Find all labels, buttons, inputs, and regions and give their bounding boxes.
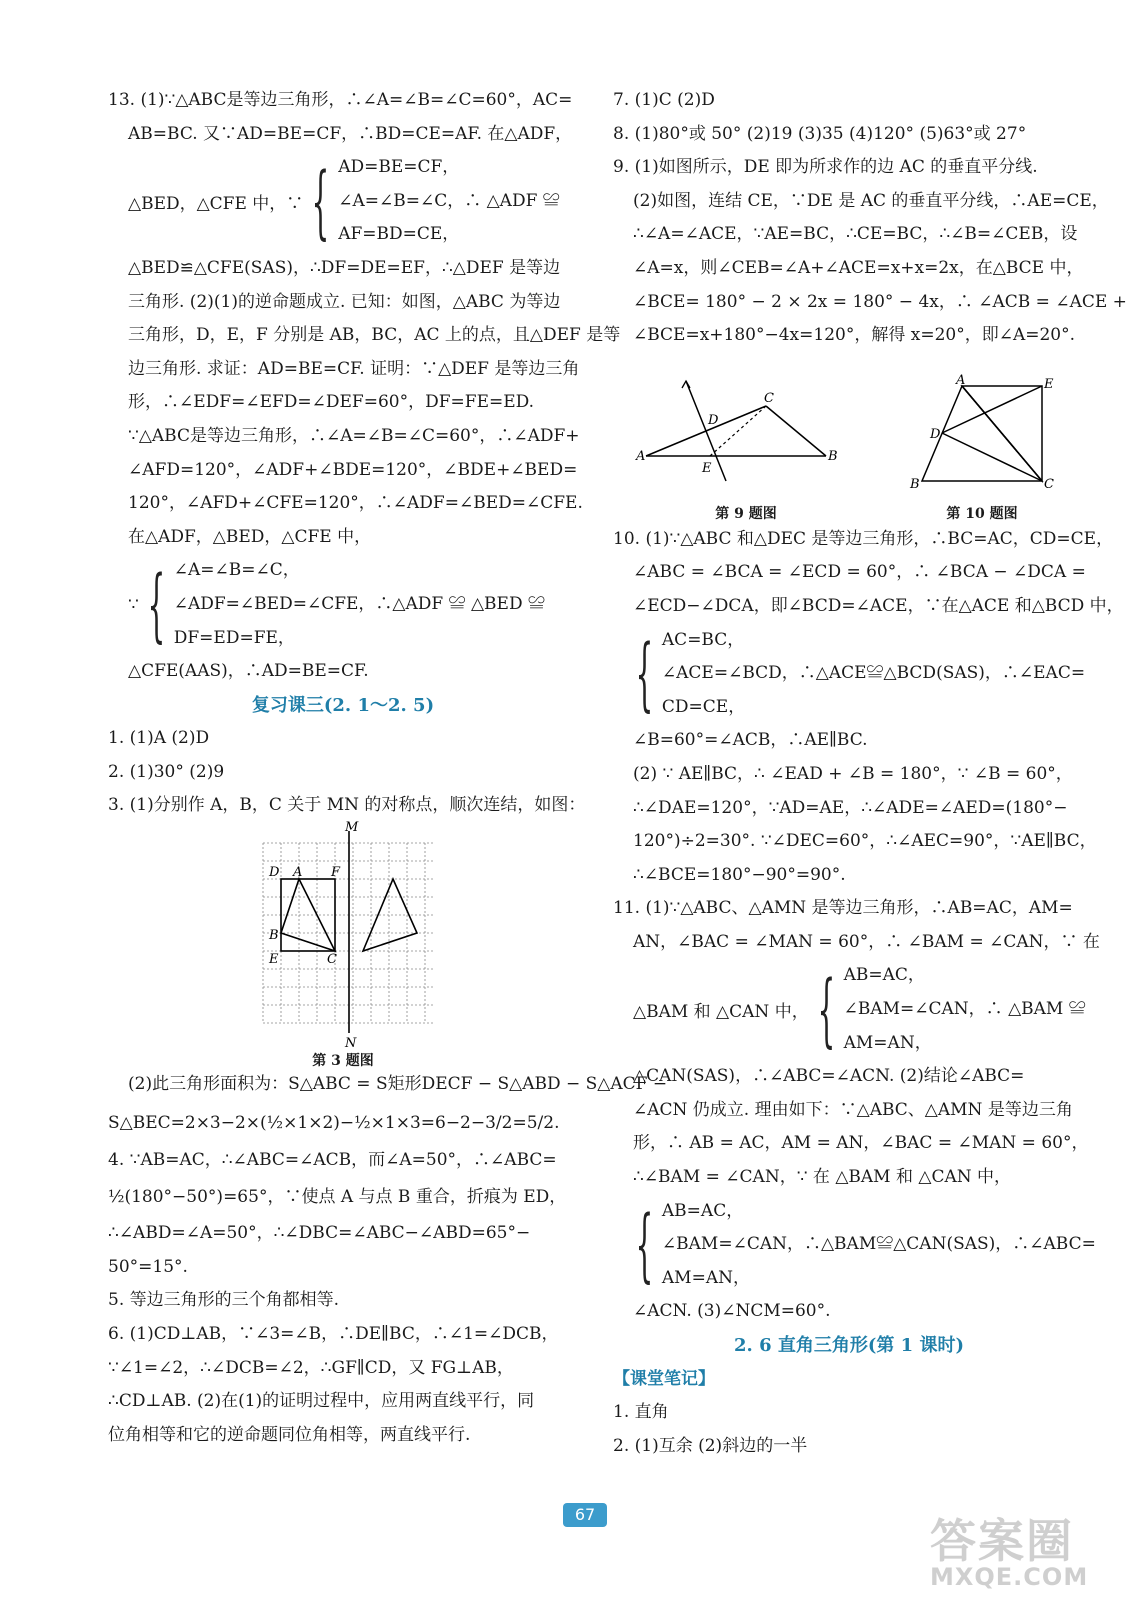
watermark-bottom: MXQE.COM [930, 1563, 1089, 1591]
q4-line: ∴∠ABD=∠A=50°，∴∠DBC=∠ABC−∠ABD=65°− [108, 1223, 531, 1244]
watermark-logo [930, 1505, 1100, 1595]
label-A: A [636, 448, 646, 464]
q10-line: ∴∠BCE=180°−90°=90°. [633, 864, 846, 885]
q11-system-2 [613, 1195, 1096, 1296]
label-C: C [764, 390, 774, 406]
brace-symbol: { [147, 557, 166, 651]
label-D: D [269, 865, 280, 881]
label-D: D [930, 426, 941, 442]
answer-q1: 1. (1)A (2)D [108, 728, 210, 749]
q13-brace2-pre: ∵ [128, 594, 139, 615]
q3-part2: (2)此三角形面积为：S△ABC = S矩形DECF − S△ABD − S△ACF − [128, 1074, 668, 1095]
q4-line: 4. ∵AB=AC，∴∠ABC=∠ACB，而∠A=50°，∴∠ABC= [108, 1149, 557, 1170]
q11-brace2-line: AB=AC， [661, 1200, 744, 1221]
q11-brace2-line: AM=AN， [661, 1267, 750, 1288]
q6-line: 位角相等和它的逆命题同位角相等，两直线平行. [108, 1424, 471, 1445]
q13-line: AB=BC. 又∵AD=BE=CF，∴BD=CE=AF. 在△ADF， [128, 123, 573, 144]
q13-end: △CFE(AAS)，∴AD=BE=CF. [128, 661, 369, 682]
q11-line: 11. (1)∵△ABC、△AMN 是等边三角形，∴AB=AC，AM= [613, 898, 1073, 919]
q11-line: AN，∠BAC = ∠MAN = 60°，∴ ∠BAM = ∠CAN，∵ 在 [633, 931, 1100, 952]
q11-brace-line: ∠BAM=∠CAN，∴ △BAM ≌ [843, 999, 1086, 1020]
q11-system [613, 959, 1085, 1060]
notes-tag: 【课堂笔记】 [613, 1368, 715, 1389]
label-M: M [345, 820, 359, 836]
q13-line: 边三角形. 求证：AD=BE=CF. 证明：∵△DEF 是等边三角 [128, 358, 580, 379]
watermark-top: 答案圈 [930, 1514, 1074, 1568]
brace-symbol: { [635, 1198, 654, 1292]
q13-line: 形，∴∠EDF=∠EFD=∠DEF=60°，DF=FE=ED. [128, 392, 535, 413]
label-D: D [708, 412, 719, 428]
q13-line: ∵△ABC是等边三角形，∴∠A=∠B=∠C=60°，∴∠ADF+ [128, 425, 580, 446]
q10-brace-line: AC=BC， [661, 629, 745, 650]
label-N: N [345, 1036, 357, 1052]
q10-line: ∠B=60°=∠ACB，∴AE∥BC. [633, 730, 868, 751]
q13-line: 三角形. (2)(1)的逆命题成立. 已知：如图，△ABC 为等边 [128, 291, 561, 312]
answer-q7: 7. (1)C (2)D [613, 90, 715, 110]
q13-brace-pre: △BED，△CFE 中，∵ [128, 194, 304, 215]
q13-brace-line: AD=BE=CF， [338, 157, 460, 178]
q9-line: ∠BCE= 180° − 2 × 2x = 180° − 4x，∴ ∠ACB = ∠ACE + [633, 291, 1127, 312]
figure-9-caption: 第 9 题图 [715, 505, 777, 522]
q13-brace2-line: ∠ADF=∠BED=∠CFE，∴△ADF ≌ △BED ≌ [173, 593, 545, 614]
q10-line: (2) ∵ AE∥BC，∴ ∠EAD + ∠B = 180°，∵ ∠B = 60°， [633, 763, 1073, 784]
q13-brace2-line: ∠A=∠B=∠C， [173, 560, 300, 581]
answer-q5: 5. 等边三角形的三个角都相等. [108, 1290, 340, 1311]
q13-system [108, 151, 578, 252]
q9-line: 9. (1)如图所示，DE 即为所求作的边 AC 的垂直平分线. [613, 157, 1038, 178]
q3-part2: S△BEC=2×3−2×(½×1×2)−½×1×3=6−2−3/2=5/2. [108, 1112, 560, 1133]
q10-brace-line: ∠ACE=∠BCD，∴△ACE≌△BCD(SAS)，∴∠EAC= [661, 663, 1086, 684]
q13-brace-line: AF=BD=CE， [338, 224, 460, 245]
q10-brace-line: CD=CE， [661, 696, 746, 717]
q9-line: ∴∠A=∠ACE，∵AE=BC，∴CE=BC，∴∠B=∠CEB，设 [633, 224, 1078, 245]
label-A: A [293, 865, 303, 881]
answer-q2: 2. (1)30° (2)9 [108, 761, 225, 782]
q11-line: ∠ACN 仍成立. 理由如下：∵△ABC、△AMN 是等边三角 [633, 1099, 1073, 1120]
brace-symbol: { [635, 626, 654, 720]
label-C: C [327, 952, 337, 968]
label-C: C [1044, 476, 1054, 492]
brace-symbol: { [311, 154, 330, 248]
figure-3-grid [243, 820, 443, 1052]
q9-line: ∠A=x，则∠CEB=∠A+∠ACE=x+x=2x，在△BCE 中， [633, 257, 1084, 278]
q11-line: ∴∠BAM = ∠CAN，∵ 在 △BAM 和 △CAN 中， [633, 1167, 1012, 1188]
section-heading: 2. 6 直角三角形(第 1 课时) [734, 1335, 964, 1356]
q10-line: ∠ABC = ∠BCA = ∠ECD = 60°，∴ ∠BCA − ∠DCA = [633, 562, 1086, 583]
q13-line: 在△ADF，△BED，△CFE 中， [128, 526, 372, 547]
q13-brace2-line: DF=ED=FE， [173, 627, 295, 648]
q11-brace2-line: ∠BAM=∠CAN，∴△BAM≌△CAN(SAS)，∴∠ABC= [661, 1234, 1096, 1255]
figure-10 [902, 372, 1062, 523]
note-2: 2. (1)互余 (2)斜边的一半 [613, 1435, 808, 1456]
q13-system-2 [108, 554, 578, 655]
figures-9-10 [613, 353, 1085, 523]
right-column [613, 84, 1127, 1463]
figure-10-caption: 第 10 题图 [946, 505, 1018, 522]
answer-q3: 3. (1)分别作 A，B，C 关于 MN 的对称点，顺次连结，如图： [108, 795, 586, 816]
label-A: A [956, 372, 966, 388]
answer-q8: 8. (1)80°或 50° (2)19 (3)35 (4)120° (5)63°或 27° [613, 123, 1027, 144]
figure-9 [636, 376, 856, 523]
note-1: 1. 直角 [613, 1402, 669, 1423]
q11-line: 形，∴ AB = AC，AM = AN，∠BAC = ∠MAN = 60°， [633, 1133, 1089, 1154]
q13-line: 120°，∠AFD+∠CFE=120°，∴∠ADF=∠BED=∠CFE. [128, 493, 583, 514]
q6-line: ∵∠1=∠2，∴∠DCB=∠2，∴GF∥CD，又 FG⊥AB， [108, 1357, 514, 1378]
label-B: B [269, 928, 279, 944]
figure-9-diagram [636, 376, 856, 501]
q13-line: 13. (1)∵△ABC是等边三角形，∴∠A=∠B=∠C=60°，AC= [108, 90, 573, 110]
label-E: E [1044, 376, 1054, 392]
q13-line: 三角形，D，E，F 分别是 AB，BC，AC 上的点，且△DEF 是等 [128, 325, 621, 346]
q10-line: ∴∠DAE=120°，∵AD=AE，∴∠ADE=∠AED=(180°− [633, 797, 1068, 818]
figure-3 [108, 820, 578, 1070]
q11-brace-line: AB=AC， [843, 965, 925, 986]
q10-line: 10. (1)∵△ABC 和△DEC 是等边三角形，∴BC=AC，CD=CE， [613, 528, 1114, 549]
q4-line: ½(180°−50°)=65°，∵使点 A 与点 B 重合，折痕为 ED， [108, 1187, 567, 1208]
q13-brace-line: ∠A=∠B=∠C，∴ △ADF ≌ [338, 190, 560, 211]
label-E: E [269, 952, 279, 968]
label-E: E [702, 460, 712, 476]
label-F: F [331, 865, 341, 881]
section-heading: 复习课三(2. 1～2. 5) [251, 694, 435, 716]
q11-brace-line: AM=AN， [843, 1032, 932, 1053]
label-B: B [828, 448, 838, 464]
q9-line: (2)如图，连结 CE，∵DE 是 AC 的垂直平分线，∴AE=CE， [633, 190, 1109, 211]
q6-line: 6. (1)CD⊥AB，∵∠3=∠B，∴DE∥BC，∴∠1=∠DCB， [108, 1324, 559, 1345]
q10-line: ∠ECD−∠DCA，即∠BCD=∠ACE，∵在△ACE 和△BCD 中， [633, 595, 1124, 616]
q13-line: △BED≌△CFE(SAS)，∴DF=DE=EF，∴△DEF 是等边 [128, 257, 561, 278]
figure-3-caption: 第 3 题图 [312, 1053, 374, 1070]
q6-line: ∴CD⊥AB. (2)在(1)的证明过程中，应用两直线平行，同 [108, 1391, 535, 1412]
q11-end: ∠ACN. (3)∠NCM=60°. [633, 1301, 831, 1322]
q11-brace-pre: △BAM 和 △CAN 中， [633, 1002, 809, 1023]
q10-line: 120°)÷2=30°. ∵∠DEC=60°，∴∠AEC=90°，∵AE∥BC， [633, 831, 1097, 852]
q10-system [613, 624, 1085, 725]
q13-line: ∠AFD=120°，∠ADF+∠BDE=120°，∠BDE+∠BED= [128, 459, 578, 480]
q11-line: △CAN(SAS)，∴∠ABC=∠ACN. (2)结论∠ABC= [633, 1066, 1025, 1087]
page-number: 67 [563, 1503, 607, 1527]
figure-10-diagram [902, 372, 1062, 501]
q9-line: ∠BCE=x+180°−4x=120°，解得 x=20°，即∠A=20°. [633, 325, 1075, 346]
label-B: B [910, 476, 920, 492]
brace-symbol: { [817, 962, 836, 1056]
q4-line: 50°=15°. [108, 1256, 188, 1277]
